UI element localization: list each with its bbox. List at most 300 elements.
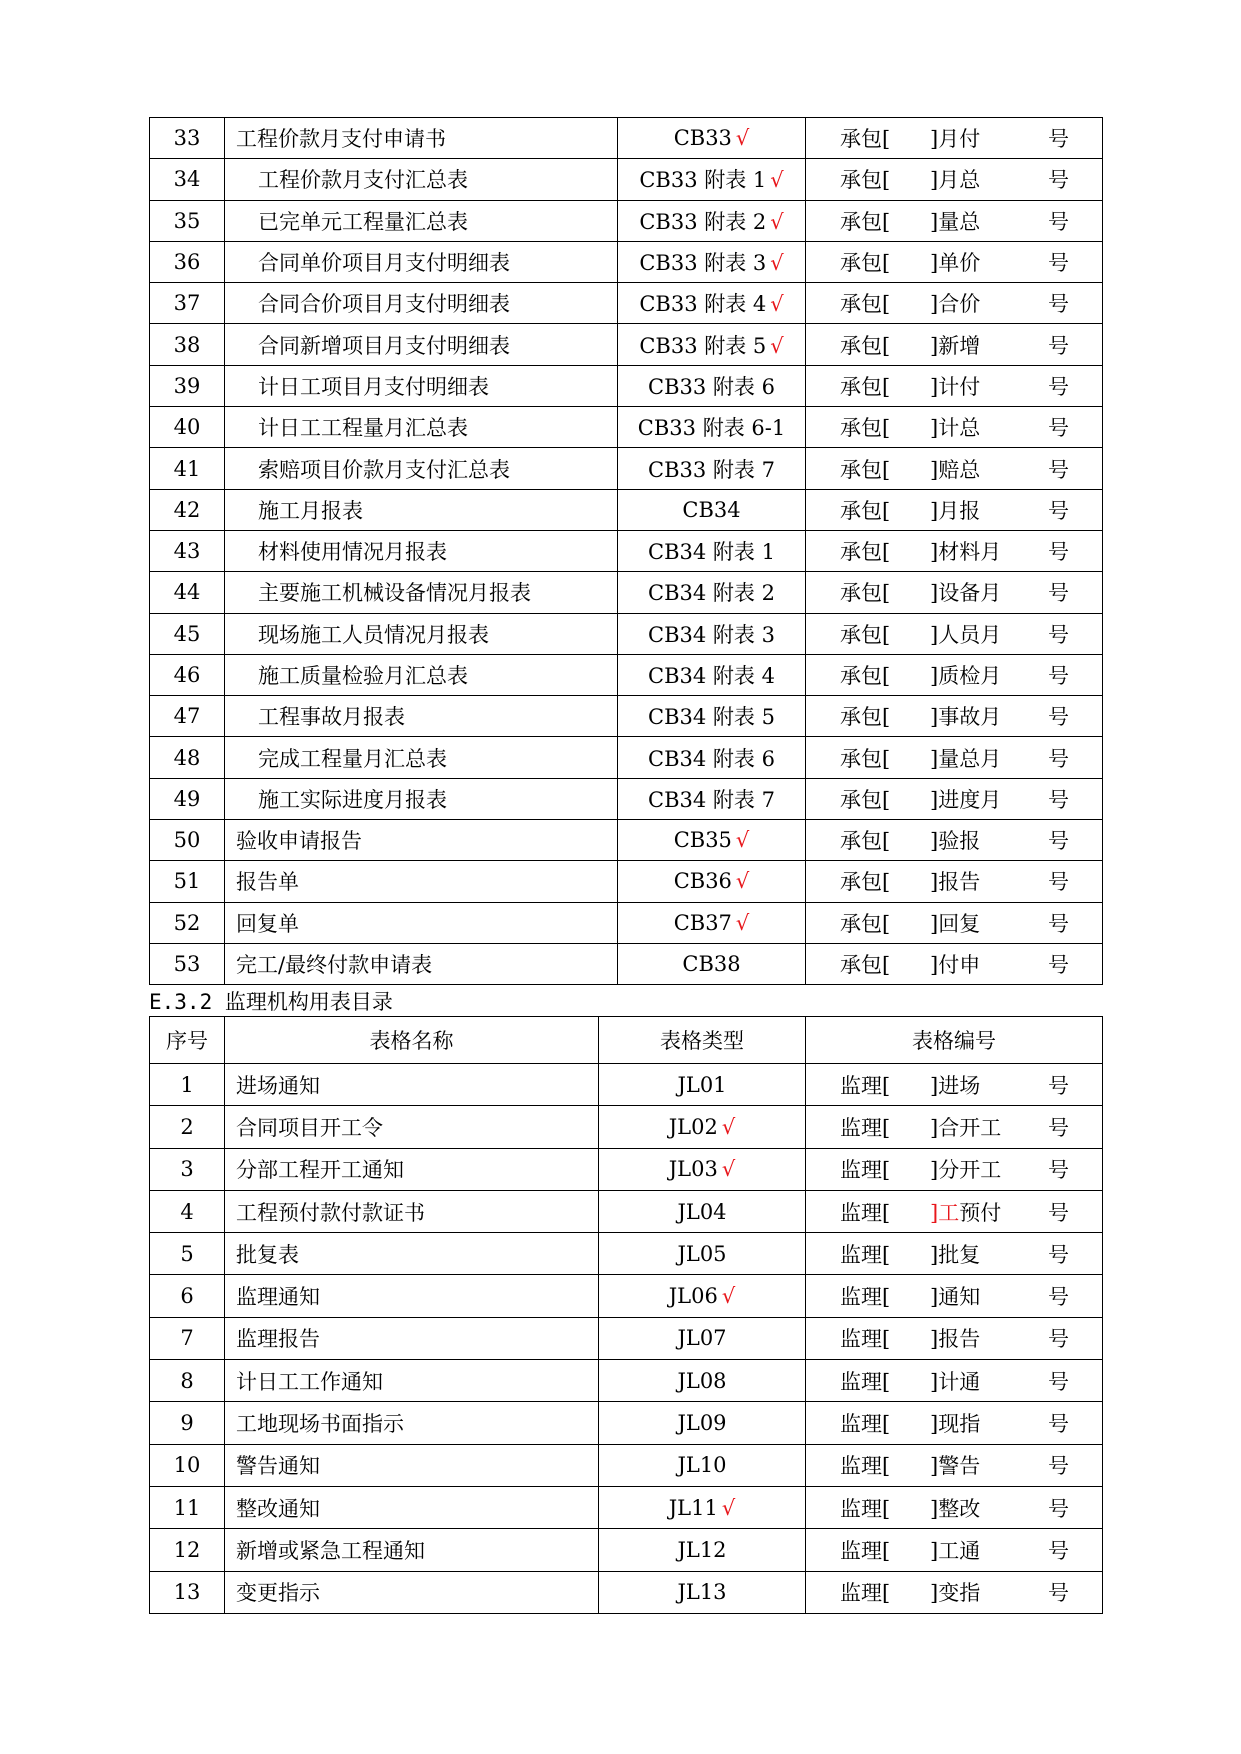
form-name: 监理报告	[225, 1317, 599, 1359]
code-text: ]月付	[930, 127, 981, 152]
code-suffix: 号	[1048, 829, 1069, 854]
check-mark-icon: √	[735, 126, 750, 151]
table-row	[150, 1275, 1103, 1317]
check-mark-icon: √	[770, 333, 784, 358]
code-suffix: 号	[1048, 1073, 1069, 1098]
code-body	[930, 1239, 980, 1269]
form-type	[618, 613, 806, 654]
form-name: 批复表	[225, 1233, 599, 1275]
form-type	[618, 572, 806, 613]
form-name: 合同单价项目月支付明细表	[225, 241, 618, 282]
table-row	[150, 1317, 1103, 1359]
code-text: ]计付	[930, 374, 981, 399]
row-number: 42	[150, 489, 225, 530]
form-code	[806, 1275, 1103, 1317]
code-suffix: 号	[1048, 1412, 1069, 1437]
header-type: 表格类型	[599, 1017, 806, 1064]
row-number: 34	[150, 159, 225, 200]
form-name: 合同新增项目月支付明细表	[225, 324, 618, 365]
code-body	[930, 784, 1001, 814]
code-body	[930, 1070, 980, 1100]
row-number: 41	[150, 448, 225, 489]
row-number: 10	[150, 1444, 225, 1486]
form-type	[599, 1190, 806, 1232]
code-suffix: 号	[1048, 540, 1069, 565]
table-row	[150, 1233, 1103, 1275]
table-row	[150, 902, 1103, 943]
form-type-code: CB37	[673, 910, 732, 935]
form-name: 主要施工机械设备情况月报表	[225, 572, 618, 613]
row-number: 35	[150, 200, 225, 241]
form-type	[599, 1360, 806, 1402]
form-type-code: CB33	[673, 126, 732, 151]
code-text: ]量总月	[930, 746, 1002, 771]
form-name: 工程预付款付款证书	[225, 1190, 599, 1232]
table-row	[150, 1486, 1103, 1528]
code-suffix: 号	[1048, 1538, 1069, 1563]
table-header-row	[150, 1017, 1103, 1064]
row-number: 44	[150, 572, 225, 613]
code-text: ]报告	[930, 870, 981, 895]
form-code	[806, 943, 1103, 984]
code-suffix: 号	[1048, 581, 1069, 606]
form-code	[806, 118, 1103, 159]
row-number: 38	[150, 324, 225, 365]
form-code	[806, 1233, 1103, 1275]
form-type-code: CB33 附表 6	[648, 374, 775, 399]
code-suffix: 号	[1048, 127, 1069, 152]
code-prefix: 监理[	[840, 1242, 891, 1267]
row-number: 50	[150, 820, 225, 861]
code-prefix: 承包[	[840, 911, 891, 936]
form-type-code: JL04	[677, 1199, 727, 1224]
contractor-forms-table	[149, 117, 1103, 985]
form-code	[806, 200, 1103, 241]
form-code	[806, 1106, 1103, 1148]
table-row	[150, 613, 1103, 654]
code-body	[930, 1493, 980, 1523]
form-code	[806, 1148, 1103, 1190]
code-prefix: 监理[	[840, 1327, 891, 1352]
code-text: ]新增	[930, 333, 981, 358]
code-body	[930, 1535, 980, 1565]
code-suffix: 号	[1048, 374, 1069, 399]
form-code	[806, 241, 1103, 282]
code-body	[930, 1450, 980, 1480]
form-name: 变更指示	[225, 1571, 599, 1613]
code-text: ]计通	[930, 1369, 981, 1394]
code-body	[930, 1577, 980, 1607]
row-number: 47	[150, 696, 225, 737]
code-prefix: 承包[	[840, 127, 891, 152]
code-prefix: 监理[	[840, 1496, 891, 1521]
form-code	[806, 1360, 1103, 1402]
form-type-code: CB33 附表 3	[639, 251, 767, 276]
form-type-code: CB33 附表 4	[639, 292, 767, 317]
code-text: ]月报	[930, 498, 981, 523]
form-code	[806, 861, 1103, 902]
code-text: ]警告	[930, 1454, 981, 1479]
table-row	[150, 1360, 1103, 1402]
code-text: ]分开工	[930, 1158, 1002, 1183]
code-prefix: 监理[	[840, 1285, 891, 1310]
form-type	[618, 654, 806, 695]
code-suffix: 号	[1048, 333, 1069, 358]
table-row	[150, 200, 1103, 241]
form-type	[599, 1444, 806, 1486]
form-code	[806, 530, 1103, 571]
form-name: 施工月报表	[225, 489, 618, 530]
table-row	[150, 861, 1103, 902]
table-row	[150, 365, 1103, 406]
form-name: 计日工工作通知	[225, 1360, 599, 1402]
form-code	[806, 1444, 1103, 1486]
code-prefix: 监理[	[840, 1412, 891, 1437]
row-number: 8	[150, 1360, 225, 1402]
form-type-code: CB38	[682, 952, 741, 977]
code-body	[930, 1154, 1001, 1184]
row-number: 7	[150, 1317, 225, 1359]
table-row	[150, 572, 1103, 613]
form-type	[618, 902, 806, 943]
form-name: 合同项目开工令	[225, 1106, 599, 1148]
form-type-code: CB34 附表 1	[648, 540, 775, 565]
form-type-code: JL10	[677, 1453, 727, 1478]
form-code	[806, 1486, 1103, 1528]
form-code	[806, 613, 1103, 654]
form-type-code: JL08	[677, 1368, 727, 1393]
code-text: ]工通	[930, 1538, 981, 1563]
code-prefix: 承包[	[840, 540, 891, 565]
form-type-code: CB33 附表 2	[639, 209, 767, 234]
form-type	[618, 365, 806, 406]
header-name: 表格名称	[225, 1017, 599, 1064]
code-text: ]回复	[930, 911, 981, 936]
row-number: 46	[150, 654, 225, 695]
code-suffix: 号	[1048, 911, 1069, 936]
row-number: 36	[150, 241, 225, 282]
table-row	[150, 696, 1103, 737]
form-code	[806, 407, 1103, 448]
row-number: 49	[150, 778, 225, 819]
table-row	[150, 448, 1103, 489]
form-code	[806, 820, 1103, 861]
form-type	[599, 1275, 806, 1317]
code-text: ]变指	[930, 1581, 981, 1606]
row-number: 51	[150, 861, 225, 902]
code-body	[930, 1281, 980, 1311]
form-type	[599, 1529, 806, 1571]
code-text: ]月总	[930, 168, 981, 193]
form-name: 完工/最终付款申请表	[225, 943, 618, 984]
form-type-code: CB34	[682, 497, 741, 522]
form-name: 分部工程开工通知	[225, 1148, 599, 1190]
code-text: ]合价	[930, 292, 981, 317]
form-type-code: JL07	[677, 1326, 727, 1351]
code-text: ]人员月	[930, 622, 1002, 647]
code-prefix: 承包[	[840, 953, 891, 978]
table-row	[150, 1529, 1103, 1571]
row-number: 2	[150, 1106, 225, 1148]
code-text: ]通知	[930, 1285, 981, 1310]
table-row	[150, 1148, 1103, 1190]
code-prefix: 承包[	[840, 787, 891, 812]
code-text: ]报告	[930, 1327, 981, 1352]
code-prefix: 监理[	[840, 1115, 891, 1140]
code-suffix: 号	[1048, 416, 1069, 441]
code-body	[930, 866, 980, 896]
header-no: 序号	[150, 1017, 225, 1064]
form-code	[806, 1402, 1103, 1444]
code-suffix: 号	[1048, 664, 1069, 688]
form-name: 施工实际进度月报表	[225, 778, 618, 819]
code-text: ]进场	[930, 1073, 981, 1098]
contractor-forms-body	[150, 118, 1103, 985]
code-body	[930, 536, 1001, 566]
code-text: ]赔总	[930, 457, 981, 482]
code-body	[930, 1366, 980, 1396]
code-body	[930, 1112, 1001, 1142]
code-prefix: 承包[	[840, 829, 891, 854]
form-code	[806, 902, 1103, 943]
table-row	[150, 943, 1103, 984]
check-mark-icon: √	[721, 1157, 736, 1182]
section-heading: E.3.2 监理机构用表目录	[149, 990, 393, 1014]
form-name: 验收申请报告	[225, 820, 618, 861]
code-suffix: 号	[1048, 1242, 1069, 1267]
form-type-code: CB33 附表 1	[639, 168, 767, 193]
code-prefix: 承包[	[840, 333, 891, 358]
code-body	[930, 495, 980, 525]
code-prefix: 承包[	[840, 746, 891, 771]
table-row	[150, 324, 1103, 365]
form-name: 材料使用情况月报表	[225, 530, 618, 571]
form-code	[806, 283, 1103, 324]
code-suffix: 号	[1048, 1327, 1069, 1352]
table-row	[150, 118, 1103, 159]
code-prefix: 承包[	[840, 292, 891, 317]
code-body	[930, 288, 980, 318]
form-code	[806, 159, 1103, 200]
code-suffix: 号	[1048, 705, 1069, 730]
form-code	[806, 1317, 1103, 1359]
row-number: 39	[150, 365, 225, 406]
form-type	[618, 943, 806, 984]
form-name: 工程事故月报表	[225, 696, 618, 737]
row-number: 6	[150, 1275, 225, 1317]
table-row	[150, 737, 1103, 778]
form-type	[618, 778, 806, 819]
form-code	[806, 737, 1103, 778]
form-type	[618, 283, 806, 324]
code-text: ]付申	[930, 953, 981, 978]
row-number: 52	[150, 902, 225, 943]
code-prefix: 承包[	[840, 498, 891, 523]
form-type	[599, 1233, 806, 1275]
table-row	[150, 159, 1103, 200]
form-name: 警告通知	[225, 1444, 599, 1486]
form-type	[599, 1064, 806, 1106]
code-suffix: 号	[1048, 457, 1069, 482]
row-number: 45	[150, 613, 225, 654]
form-type	[618, 324, 806, 365]
code-suffix: 号	[1048, 209, 1069, 234]
code-text: ]现指	[930, 1412, 981, 1437]
form-type-code: CB34 附表 3	[648, 622, 775, 647]
code-prefix: 承包[	[840, 705, 891, 730]
form-code	[806, 778, 1103, 819]
form-type-code: JL13	[677, 1580, 727, 1605]
form-code	[806, 489, 1103, 530]
code-body	[930, 164, 980, 194]
code-suffix: 号	[1048, 787, 1069, 812]
form-type	[618, 241, 806, 282]
code-suffix: 号	[1048, 251, 1069, 276]
code-suffix: 号	[1048, 1454, 1069, 1479]
row-number: 33	[150, 118, 225, 159]
row-number: 5	[150, 1233, 225, 1275]
row-number: 11	[150, 1486, 225, 1528]
row-number: 13	[150, 1571, 225, 1613]
code-suffix: 号	[1048, 953, 1069, 978]
form-type-code: JL12	[677, 1537, 727, 1562]
code-body	[930, 949, 980, 979]
check-mark-icon: √	[721, 1114, 736, 1139]
code-suffix: 号	[1048, 1158, 1069, 1183]
form-type-code: JL02	[668, 1114, 718, 1139]
form-type	[618, 489, 806, 530]
form-type-code: CB35	[673, 828, 732, 853]
form-name: 新增或紧急工程通知	[225, 1529, 599, 1571]
code-body	[930, 206, 980, 236]
form-name: 进场通知	[225, 1064, 599, 1106]
row-number: 40	[150, 407, 225, 448]
code-highlight: ]工	[930, 1200, 960, 1225]
table-row	[150, 1064, 1103, 1106]
form-type	[618, 820, 806, 861]
code-body	[930, 1323, 980, 1353]
table-row	[150, 530, 1103, 571]
code-body	[930, 371, 980, 401]
code-text: ]验报	[930, 829, 981, 854]
form-type	[599, 1106, 806, 1148]
form-name: 回复单	[225, 902, 618, 943]
form-code	[806, 1190, 1103, 1232]
code-text: ]计总	[930, 416, 981, 441]
code-suffix: 号	[1048, 292, 1069, 317]
code-prefix: 承包[	[840, 374, 891, 399]
form-name: 完成工程量月汇总表	[225, 737, 618, 778]
form-type-code: CB34 附表 5	[648, 705, 775, 730]
table-row	[150, 1571, 1103, 1613]
table-row	[150, 778, 1103, 819]
form-type-code: JL11	[668, 1495, 718, 1520]
code-body	[930, 247, 980, 277]
code-body	[930, 412, 980, 442]
code-text: ]合开工	[930, 1115, 1002, 1140]
row-number: 4	[150, 1190, 225, 1232]
code-suffix: 号	[1048, 746, 1069, 771]
form-type	[599, 1148, 806, 1190]
form-name: 合同合价项目月支付明细表	[225, 283, 618, 324]
table-row	[150, 820, 1103, 861]
code-prefix: 承包[	[840, 581, 891, 606]
row-number: 43	[150, 530, 225, 571]
code-body	[930, 123, 980, 153]
form-type-code: JL01	[677, 1072, 727, 1097]
code-prefix: 承包[	[840, 251, 891, 276]
form-type-code: CB33 附表 6-1	[637, 416, 786, 441]
code-text: ]进度月	[930, 787, 1002, 812]
code-suffix: 号	[1048, 1581, 1069, 1606]
form-type-code: CB34 附表 7	[648, 787, 775, 812]
row-number: 48	[150, 737, 225, 778]
form-type	[618, 448, 806, 489]
form-type-code: CB34 附表 4	[648, 664, 775, 688]
form-type-code: CB33 附表 5	[639, 333, 767, 358]
form-name: 现场施工人员情况月报表	[225, 613, 618, 654]
form-type	[599, 1571, 806, 1613]
form-name: 计日工工程量月汇总表	[225, 407, 618, 448]
row-number: 12	[150, 1529, 225, 1571]
table-row	[150, 407, 1103, 448]
check-mark-icon: √	[770, 209, 784, 234]
check-mark-icon: √	[735, 828, 750, 853]
code-suffix: 号	[1048, 1200, 1069, 1225]
form-type	[618, 159, 806, 200]
form-code	[806, 696, 1103, 737]
table-row	[150, 654, 1103, 695]
form-code	[806, 365, 1103, 406]
check-mark-icon: √	[735, 869, 750, 894]
form-type	[618, 530, 806, 571]
form-type	[618, 737, 806, 778]
code-prefix: 承包[	[840, 457, 891, 482]
code-suffix: 号	[1048, 1115, 1069, 1140]
table-row	[150, 283, 1103, 324]
form-type-code: CB33 附表 7	[648, 457, 775, 482]
code-prefix: 监理[	[840, 1538, 891, 1563]
code-prefix: 承包[	[840, 622, 891, 647]
code-suffix: 号	[1048, 498, 1069, 523]
form-code	[806, 1064, 1103, 1106]
check-mark-icon: √	[770, 251, 784, 276]
form-type-code: CB36	[673, 869, 732, 894]
row-number: 53	[150, 943, 225, 984]
table-row	[150, 489, 1103, 530]
code-prefix: 承包[	[840, 664, 891, 688]
code-body	[930, 1197, 1001, 1227]
code-body	[930, 1408, 980, 1438]
form-type-code: JL06	[668, 1284, 718, 1309]
code-body	[930, 330, 980, 360]
code-prefix: 监理[	[840, 1581, 891, 1606]
form-type-code: JL05	[677, 1241, 727, 1266]
form-code	[806, 1529, 1103, 1571]
code-text: ]材料月	[930, 540, 1002, 565]
code-suffix: 号	[1048, 622, 1069, 647]
code-suffix: 号	[1048, 1369, 1069, 1394]
form-name: 施工质量检验月汇总表	[225, 654, 618, 695]
code-prefix: 承包[	[840, 870, 891, 895]
table-row	[150, 241, 1103, 282]
form-name: 报告单	[225, 861, 618, 902]
code-body	[930, 454, 980, 484]
form-name: 监理通知	[225, 1275, 599, 1317]
form-type	[618, 407, 806, 448]
code-text: ]批复	[930, 1242, 981, 1267]
header-code: 表格编号	[806, 1017, 1103, 1064]
